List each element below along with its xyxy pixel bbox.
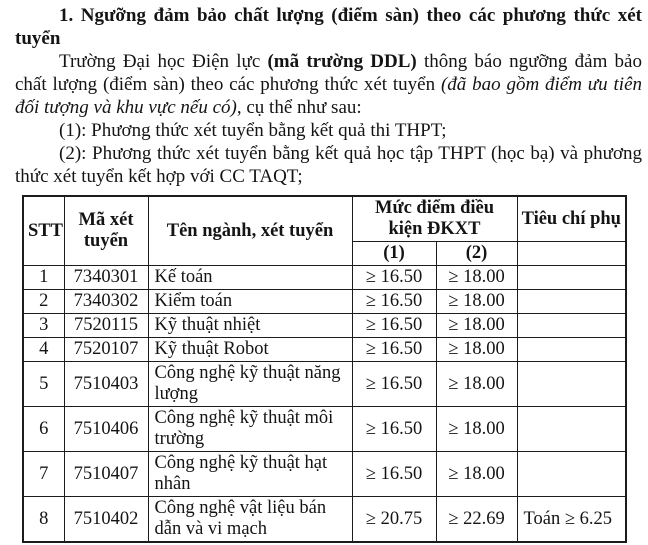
cell-ma-xet-tuyen: 7510407 (64, 452, 148, 497)
table-row (23, 314, 626, 338)
cell-ma-xet-tuyen: 7520107 (64, 338, 148, 362)
table-body (23, 266, 626, 543)
cell-diem-2: ≥ 18.00 (436, 362, 517, 407)
cell-diem-1: ≥ 20.75 (352, 497, 436, 543)
admission-threshold-table (22, 195, 627, 543)
cell-diem-2: ≥ 18.00 (436, 290, 517, 314)
cell-ten-nganh: Kiểm toán (148, 290, 352, 314)
cell-ma-xet-tuyen: 7340301 (64, 266, 148, 290)
cell-diem-1: ≥ 16.50 (352, 314, 436, 338)
cell-diem-1: ≥ 16.50 (352, 362, 436, 407)
cell-tieu-chi-phu (517, 452, 626, 497)
cell-ma-xet-tuyen: 7510402 (64, 497, 148, 543)
cell-stt: 6 (23, 407, 64, 452)
cell-tieu-chi-phu (517, 338, 626, 362)
cell-diem-2: ≥ 18.00 (436, 314, 517, 338)
cell-stt: 3 (23, 314, 64, 338)
cell-diem-1: ≥ 16.50 (352, 266, 436, 290)
intro-school-code: (mã trường DDL) (267, 51, 417, 72)
table-row (23, 452, 626, 497)
cell-ma-xet-tuyen: 7510406 (64, 407, 148, 452)
cell-stt: 8 (23, 497, 64, 543)
cell-ma-xet-tuyen: 7510403 (64, 362, 148, 407)
intro-priority-note: (đã bao gồm điểm ưu tiên đối tượng và khu vực nếu có) (15, 74, 642, 118)
cell-diem-2: ≥ 18.00 (436, 407, 517, 452)
cell-ten-nganh: Công nghệ kỹ thuật năng lượng (148, 362, 352, 407)
cell-ma-xet-tuyen: 7520115 (64, 314, 148, 338)
table-row (23, 266, 626, 290)
cell-tieu-chi-phu (517, 407, 626, 452)
col-header-ten-nganh: Tên ngành, xét tuyển (148, 196, 352, 266)
cell-stt: 1 (23, 266, 64, 290)
col-header-empty-cell (517, 242, 626, 266)
table-row (23, 338, 626, 362)
method-2-paragraph: (2): Phương thức xét tuyển bằng kết quả học tập THPT (học bạ) và phương thức xét tuyển kết hợp với CC TAQT; (15, 143, 642, 187)
cell-diem-2: ≥ 18.00 (436, 266, 517, 290)
cell-diem-2: ≥ 18.00 (436, 338, 517, 362)
table-row (23, 362, 626, 407)
table-row (23, 497, 626, 543)
col-header-muc-diem-dieu-kien: Mức điểm điều kiện ĐKXT (352, 196, 517, 242)
cell-tieu-chi-phu: Toán ≥ 6.25 (517, 497, 626, 543)
cell-ten-nganh: Công nghệ kỹ thuật hạt nhân (148, 452, 352, 497)
cell-ma-xet-tuyen: 7340302 (64, 290, 148, 314)
method-1-paragraph: (1): Phương thức xét tuyển bằng kết quả thi THPT; (59, 120, 447, 141)
intro-text-1: Trường Đại học Điện lực (59, 51, 268, 72)
intro-paragraph (15, 50, 642, 119)
table-row (23, 290, 626, 314)
intro-text-2: thông báo ngưỡng đảm bảo chất lượng (điểm sàn) theo các phương thức xét tuyển (15, 51, 642, 95)
cell-ten-nganh: Kỹ thuật Robot (148, 338, 352, 362)
cell-ten-nganh: Kỹ thuật nhiệt (148, 314, 352, 338)
cell-diem-1: ≥ 16.50 (352, 407, 436, 452)
cell-stt: 2 (23, 290, 64, 314)
cell-diem-2: ≥ 18.00 (436, 452, 517, 497)
cell-tieu-chi-phu (517, 314, 626, 338)
table-row (23, 407, 626, 452)
intro-text-3: , cụ thể như sau: (236, 97, 362, 118)
cell-diem-1: ≥ 16.50 (352, 290, 436, 314)
table-header-row-1 (23, 196, 626, 242)
col-header-tieu-chi-phu: Tiêu chí phụ (517, 196, 626, 242)
cell-diem-2: ≥ 22.69 (436, 497, 517, 543)
col-header-ma-xet-tuyen: Mã xét tuyển (64, 196, 148, 266)
cell-tieu-chi-phu (517, 266, 626, 290)
cell-tieu-chi-phu (517, 290, 626, 314)
col-header-method-1: (1) (352, 242, 436, 266)
cell-stt: 4 (23, 338, 64, 362)
cell-diem-1: ≥ 16.50 (352, 338, 436, 362)
cell-ten-nganh: Kế toán (148, 266, 352, 290)
section-heading: 1. Ngưỡng đảm bảo chất lượng (điểm sàn) theo các phương thức xét tuyển (15, 5, 642, 49)
cell-tieu-chi-phu (517, 362, 626, 407)
col-header-stt: STT (23, 196, 64, 266)
cell-ten-nganh: Công nghệ kỹ thuật môi trường (148, 407, 352, 452)
cell-stt: 7 (23, 452, 64, 497)
cell-stt: 5 (23, 362, 64, 407)
cell-diem-1: ≥ 16.50 (352, 452, 436, 497)
col-header-method-2: (2) (436, 242, 517, 266)
cell-ten-nganh: Công nghệ vật liệu bán dẫn và vi mạch (148, 497, 352, 543)
